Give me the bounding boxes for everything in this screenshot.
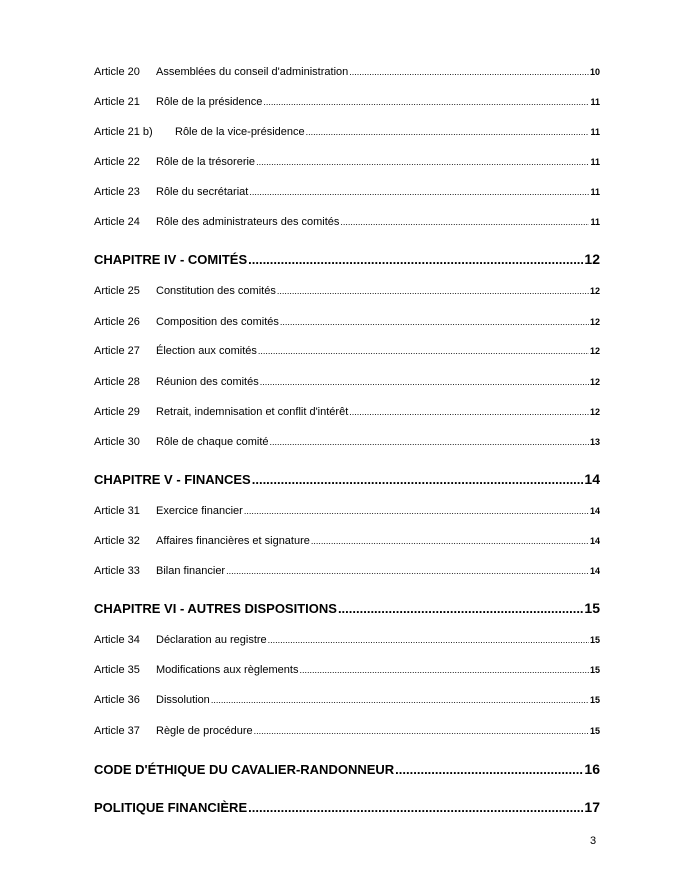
article-number: Article 29 (94, 406, 140, 418)
dot-leader (395, 761, 583, 778)
page-ref: 14 (584, 471, 600, 487)
dot-leader (299, 663, 589, 677)
dot-leader (226, 564, 589, 578)
dot-leader (280, 315, 589, 329)
page-ref: 14 (589, 536, 600, 546)
page-ref: 15 (589, 695, 600, 705)
article-number: Article 36 (94, 694, 140, 706)
dot-leader (260, 375, 589, 389)
article-title: Rôle de chaque comité (156, 436, 269, 448)
toc-entry-chapter-vi[interactable] (94, 600, 600, 617)
article-title: Composition des comités (156, 316, 279, 328)
dot-leader (244, 504, 589, 518)
page-ref: 14 (589, 566, 600, 576)
article-title: Rôle du secrétariat (156, 186, 249, 198)
article-number: Article 27 (94, 345, 140, 357)
page-ref: 15 (584, 600, 600, 616)
article-number: Article 32 (94, 535, 140, 547)
article-title: Dissolution (156, 694, 210, 706)
chapter-title: POLITIQUE FINANCIÈRE (94, 800, 248, 815)
toc-entry-article-30[interactable] (94, 435, 600, 449)
page-ref: 11 (590, 217, 600, 227)
dot-leader (211, 693, 589, 707)
article-number: Article 31 (94, 505, 140, 517)
article-number: Article 26 (94, 316, 140, 328)
toc-entry-article-26[interactable] (94, 315, 600, 329)
article-number: Article 24 (94, 216, 140, 228)
page-ref: 12 (589, 346, 600, 356)
toc-entry-politique-financiere[interactable] (94, 799, 600, 816)
article-title: Assemblées du conseil d'administration (156, 66, 349, 78)
page-number: 3 (590, 835, 597, 847)
article-number: Article 21 b) (94, 126, 153, 138)
page-ref: 12 (589, 286, 600, 296)
article-title: Élection aux comités (156, 345, 257, 357)
article-number: Article 35 (94, 664, 140, 676)
dot-leader (349, 65, 589, 79)
page-ref: 11 (590, 187, 600, 197)
page-ref: 10 (589, 67, 600, 77)
toc-entry-article-25[interactable] (94, 284, 600, 298)
dot-leader (252, 471, 584, 488)
dot-leader (258, 344, 589, 358)
article-title: Rôle de la vice-présidence (175, 126, 305, 138)
toc-entry-article-34[interactable] (94, 633, 600, 647)
page-ref: 15 (589, 665, 600, 675)
toc-entry-article-21b[interactable] (94, 125, 600, 139)
toc-entry-article-36[interactable] (94, 693, 600, 707)
dot-leader (268, 633, 589, 647)
chapter-title: CHAPITRE IV - COMITÉS (94, 252, 248, 267)
toc-entry-article-24[interactable] (94, 215, 600, 229)
page-ref: 12 (584, 251, 600, 267)
page-ref: 12 (589, 317, 600, 327)
article-number: Article 33 (94, 565, 140, 577)
article-title: Constitution des comités (156, 285, 276, 297)
dot-leader (340, 215, 589, 229)
article-title: Rôle de la trésorerie (156, 156, 256, 168)
toc-entry-article-35[interactable] (94, 663, 600, 677)
dot-leader (249, 185, 589, 199)
chapter-title: CODE D'ÉTHIQUE DU CAVALIER-RANDONNEUR (94, 762, 395, 777)
toc-entry-article-29[interactable] (94, 405, 600, 419)
dot-leader (256, 155, 589, 169)
chapter-title: CHAPITRE VI - AUTRES DISPOSITIONS (94, 601, 337, 616)
toc-entry-article-31[interactable] (94, 504, 600, 518)
toc-entry-article-32[interactable] (94, 534, 600, 548)
chapter-title: CHAPITRE V - FINANCES (94, 472, 251, 487)
article-title: Rôle de la présidence (156, 96, 263, 108)
toc-entry-article-21[interactable] (94, 95, 600, 109)
article-number: Article 23 (94, 186, 140, 198)
toc-entry-article-28[interactable] (94, 375, 600, 389)
article-title: Exercice financier (156, 505, 243, 517)
dot-leader (248, 799, 583, 816)
dot-leader (248, 251, 583, 268)
page-ref: 15 (589, 726, 600, 736)
page-ref: 16 (584, 761, 600, 777)
article-number: Article 20 (94, 66, 140, 78)
page-ref: 12 (589, 377, 600, 387)
page-ref: 11 (590, 157, 600, 167)
article-title: Modifications aux règlements (156, 664, 299, 676)
article-title: Bilan financier (156, 565, 226, 577)
toc-entry-article-37[interactable] (94, 724, 600, 738)
toc-entry-article-27[interactable] (94, 344, 600, 358)
toc-entry-article-23[interactable] (94, 185, 600, 199)
page-ref: 14 (589, 506, 600, 516)
article-number: Article 37 (94, 725, 140, 737)
toc-entry-chapter-v[interactable] (94, 471, 600, 488)
page-ref: 17 (584, 799, 600, 815)
page-ref: 11 (590, 97, 600, 107)
dot-leader (254, 724, 589, 738)
article-number: Article 21 (94, 96, 140, 108)
article-title: Rôle des administrateurs des comités (156, 216, 340, 228)
page-ref: 13 (589, 437, 600, 447)
article-number: Article 22 (94, 156, 140, 168)
page-ref: 15 (589, 635, 600, 645)
article-number: Article 34 (94, 634, 140, 646)
toc-entry-code-ethique[interactable] (94, 761, 600, 778)
page-ref: 12 (589, 407, 600, 417)
toc-entry-article-33[interactable] (94, 564, 600, 578)
article-number: Article 25 (94, 285, 140, 297)
dot-leader (311, 534, 589, 548)
article-title: Règle de procédure (156, 725, 253, 737)
toc-entry-article-20[interactable] (94, 65, 600, 79)
page-ref: 11 (590, 127, 600, 137)
article-number: Article 30 (94, 436, 140, 448)
article-title: Réunion des comités (156, 376, 259, 388)
dot-leader (349, 405, 589, 419)
dot-leader (306, 125, 590, 139)
dot-leader (338, 600, 583, 617)
dot-leader (263, 95, 589, 109)
dot-leader (277, 284, 589, 298)
article-title: Retrait, indemnisation et conflit d'intérêt (156, 406, 349, 418)
article-title: Affaires financières et signature (156, 535, 310, 547)
article-number: Article 28 (94, 376, 140, 388)
article-title: Déclaration au registre (156, 634, 267, 646)
dot-leader (270, 435, 589, 449)
toc-entry-chapter-iv[interactable] (94, 251, 600, 268)
toc-entry-article-22[interactable] (94, 155, 600, 169)
